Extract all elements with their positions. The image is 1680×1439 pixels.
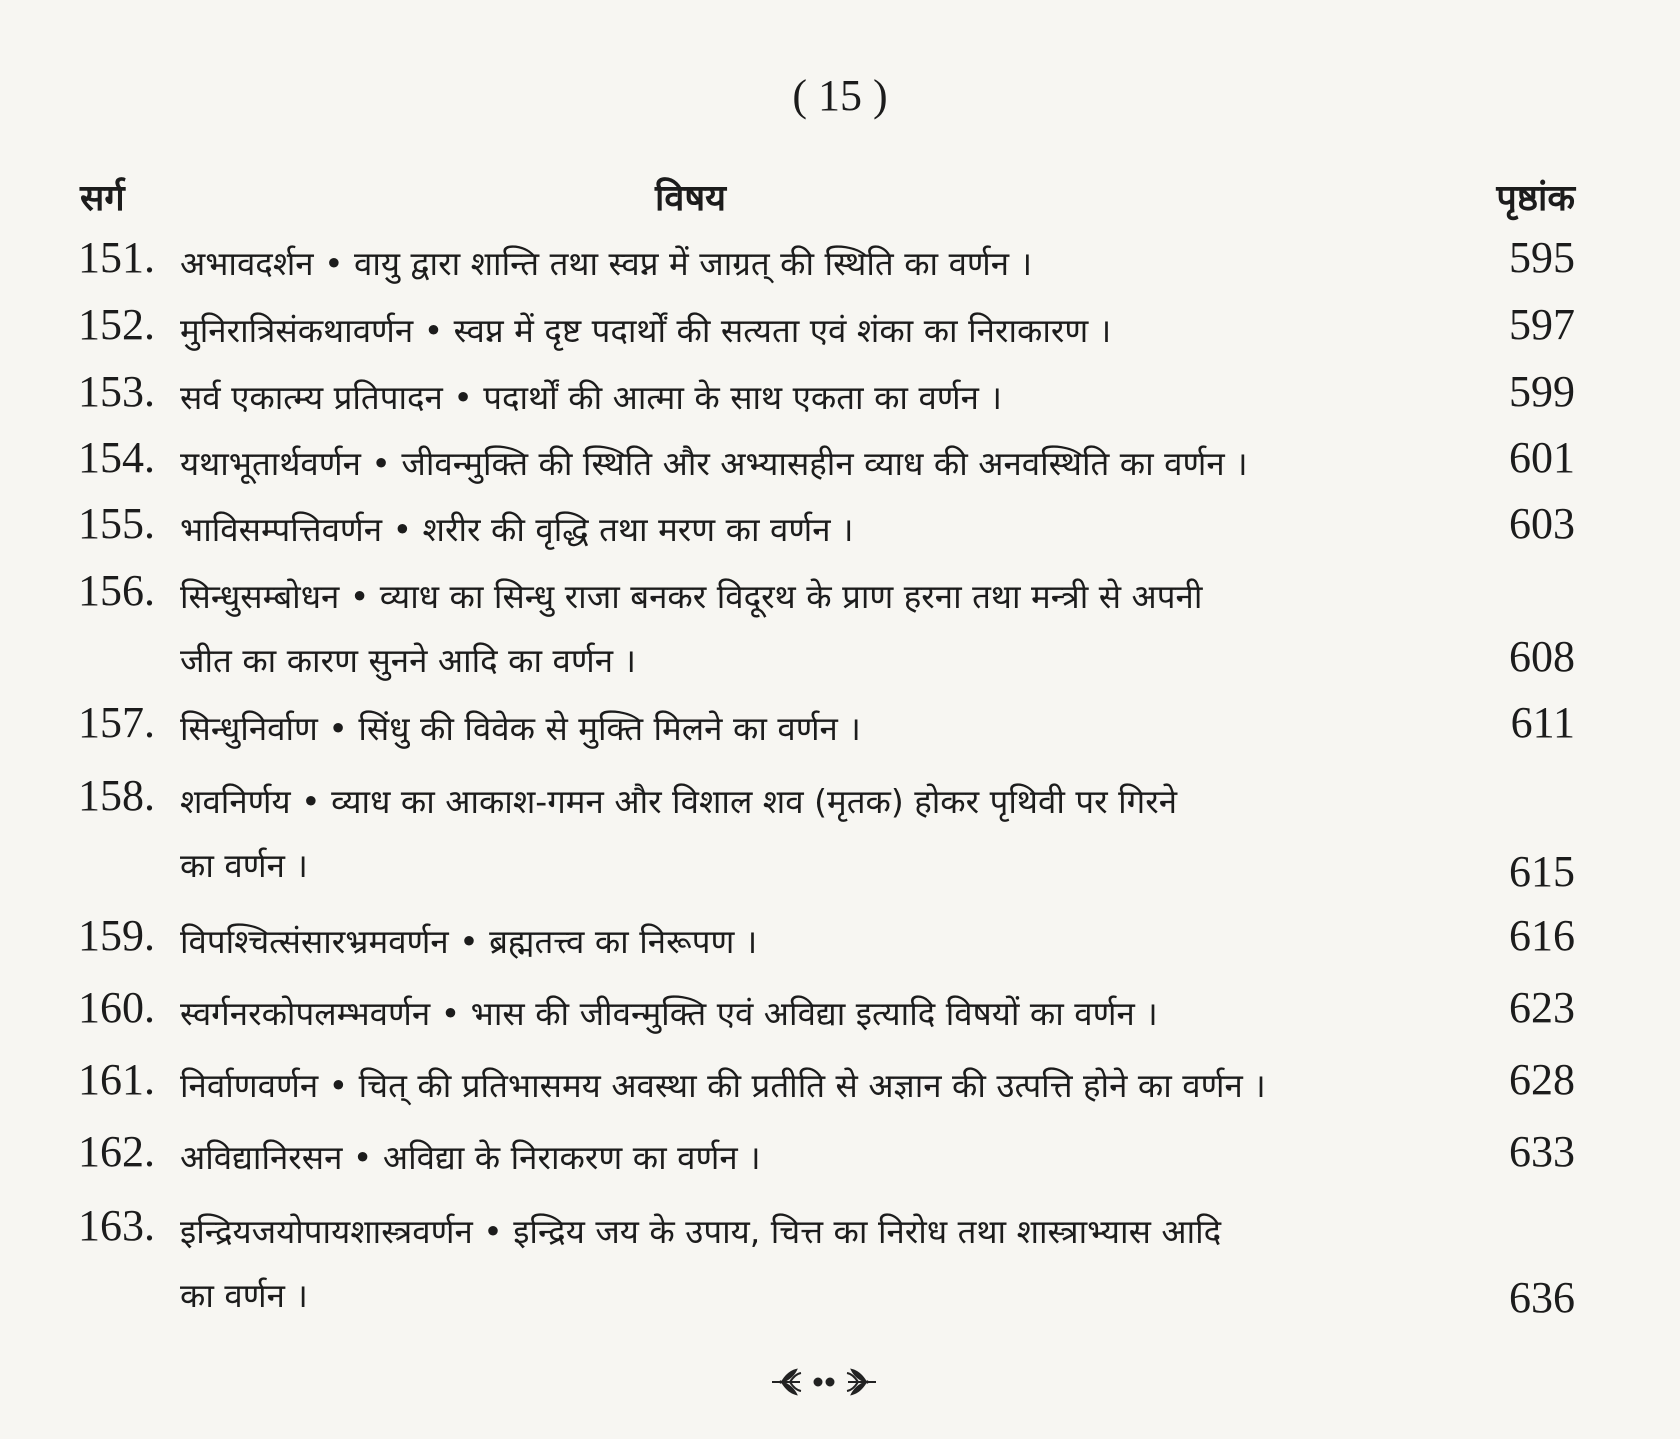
entry-number: 156. [78, 566, 155, 615]
entry-text [180, 770, 1400, 898]
entry-page: 597 [1509, 300, 1575, 349]
ornament-flourish-icon [0, 1362, 1680, 1402]
entry-text [180, 697, 1400, 761]
entry-text [180, 1200, 1400, 1328]
entry-number: 153. [78, 367, 155, 416]
entry-line: विपश्चित्संसारभ्रमवर्णन • ब्रह्मतत्त्व का निरूपण । [180, 922, 758, 961]
entry-line: मुनिरात्रिसंकथावर्णन • स्वप्न में दृष्ट पदार्थों की सत्यता एवं शंका का निराकारण । [180, 311, 1112, 350]
entry-text [180, 565, 1400, 693]
entry-line: जीत का कारण सुनने आदि का वर्णन । [180, 641, 637, 680]
entry-page: 628 [1509, 1055, 1575, 1104]
entry-line: का वर्णन । [180, 846, 308, 885]
entry-number: 158. [78, 771, 155, 820]
entry-page: 608 [1509, 632, 1575, 681]
entry-page: 601 [1509, 433, 1575, 482]
entry-text [180, 232, 1400, 296]
entry-text [180, 299, 1400, 363]
entry-page: 595 [1509, 233, 1575, 282]
entry-number: 161. [78, 1055, 155, 1104]
entry-number: 152. [78, 300, 155, 349]
entry-line: का वर्णन । [180, 1276, 308, 1315]
entry-text [180, 1126, 1400, 1190]
entry-number: 162. [78, 1127, 155, 1176]
column-header-sarga: सर्ग [80, 178, 125, 219]
entry-text [180, 498, 1400, 562]
entry-page: 633 [1509, 1127, 1575, 1176]
entry-text [180, 432, 1400, 496]
entry-line: सिन्धुसम्बोधन • व्याध का सिन्धु राजा बनकर विदूरथ के प्राण हरना तथा मन्त्री से अपनी [180, 577, 1203, 616]
entry-line: इन्द्रियजयोपायशास्त्रवर्णन • इन्द्रिय जय के उपाय, चित्त का निरोध तथा शास्त्राभ्यास आदि [180, 1212, 1222, 1251]
entry-page: 611 [1510, 698, 1575, 747]
entry-page: 599 [1509, 367, 1575, 416]
entry-text [180, 982, 1400, 1046]
entry-line: अविद्यानिरसन • अविद्या के निराकरण का वर्णन । [180, 1138, 761, 1177]
entry-line: सिन्धुनिर्वाण • सिंधु की विवेक से मुक्ति मिलने का वर्णन । [180, 709, 861, 748]
entry-number: 154. [78, 433, 155, 482]
entry-page: 623 [1509, 983, 1575, 1032]
entry-text [180, 366, 1400, 430]
page-number: ( 15 ) [792, 71, 888, 120]
entry-number: 163. [78, 1201, 155, 1250]
entry-line: शवनिर्णय • व्याध का आकाश-गमन और विशाल शव (मृतक) होकर पृथिवी पर गिरने [180, 782, 1178, 821]
entry-page: 616 [1509, 911, 1575, 960]
entry-number: 160. [78, 983, 155, 1032]
entry-line: यथाभूतार्थवर्णन • जीवन्मुक्ति की स्थिति और अभ्यासहीन व्याध की अनवस्थिति का वर्णन । [180, 444, 1248, 483]
entry-text [180, 1054, 1400, 1118]
entry-number: 157. [78, 698, 155, 747]
column-header-vishay: विषय [655, 178, 727, 219]
entry-text [180, 910, 1400, 974]
entry-page: 615 [1509, 847, 1575, 896]
entry-number: 151. [78, 233, 155, 282]
entry-page: 636 [1509, 1273, 1575, 1322]
entry-page: 603 [1509, 499, 1575, 548]
entry-number: 159. [78, 911, 155, 960]
entry-line: निर्वाणवर्णन • चित् की प्रतिभासमय अवस्था की प्रतीति से अज्ञान की उत्पत्ति होने का वर्णन । [180, 1066, 1266, 1105]
entry-line: भाविसम्पत्तिवर्णन • शरीर की वृद्धि तथा मरण का वर्णन । [180, 510, 854, 549]
entry-line: स्वर्गनरकोपलम्भवर्णन • भास की जीवन्मुक्ति एवं अविद्या इत्यादि विषयों का वर्णन । [180, 994, 1158, 1033]
entry-number: 155. [78, 499, 155, 548]
entry-line: सर्व एकात्म्य प्रतिपादन • पदार्थों की आत्मा के साथ एकता का वर्णन । [180, 378, 1002, 417]
entry-line: अभावदर्शन • वायु द्वारा शान्ति तथा स्वप्न में जाग्रत् की स्थिति का वर्णन । [180, 244, 1033, 283]
column-header-page: पृष्ठांक [1496, 178, 1575, 219]
